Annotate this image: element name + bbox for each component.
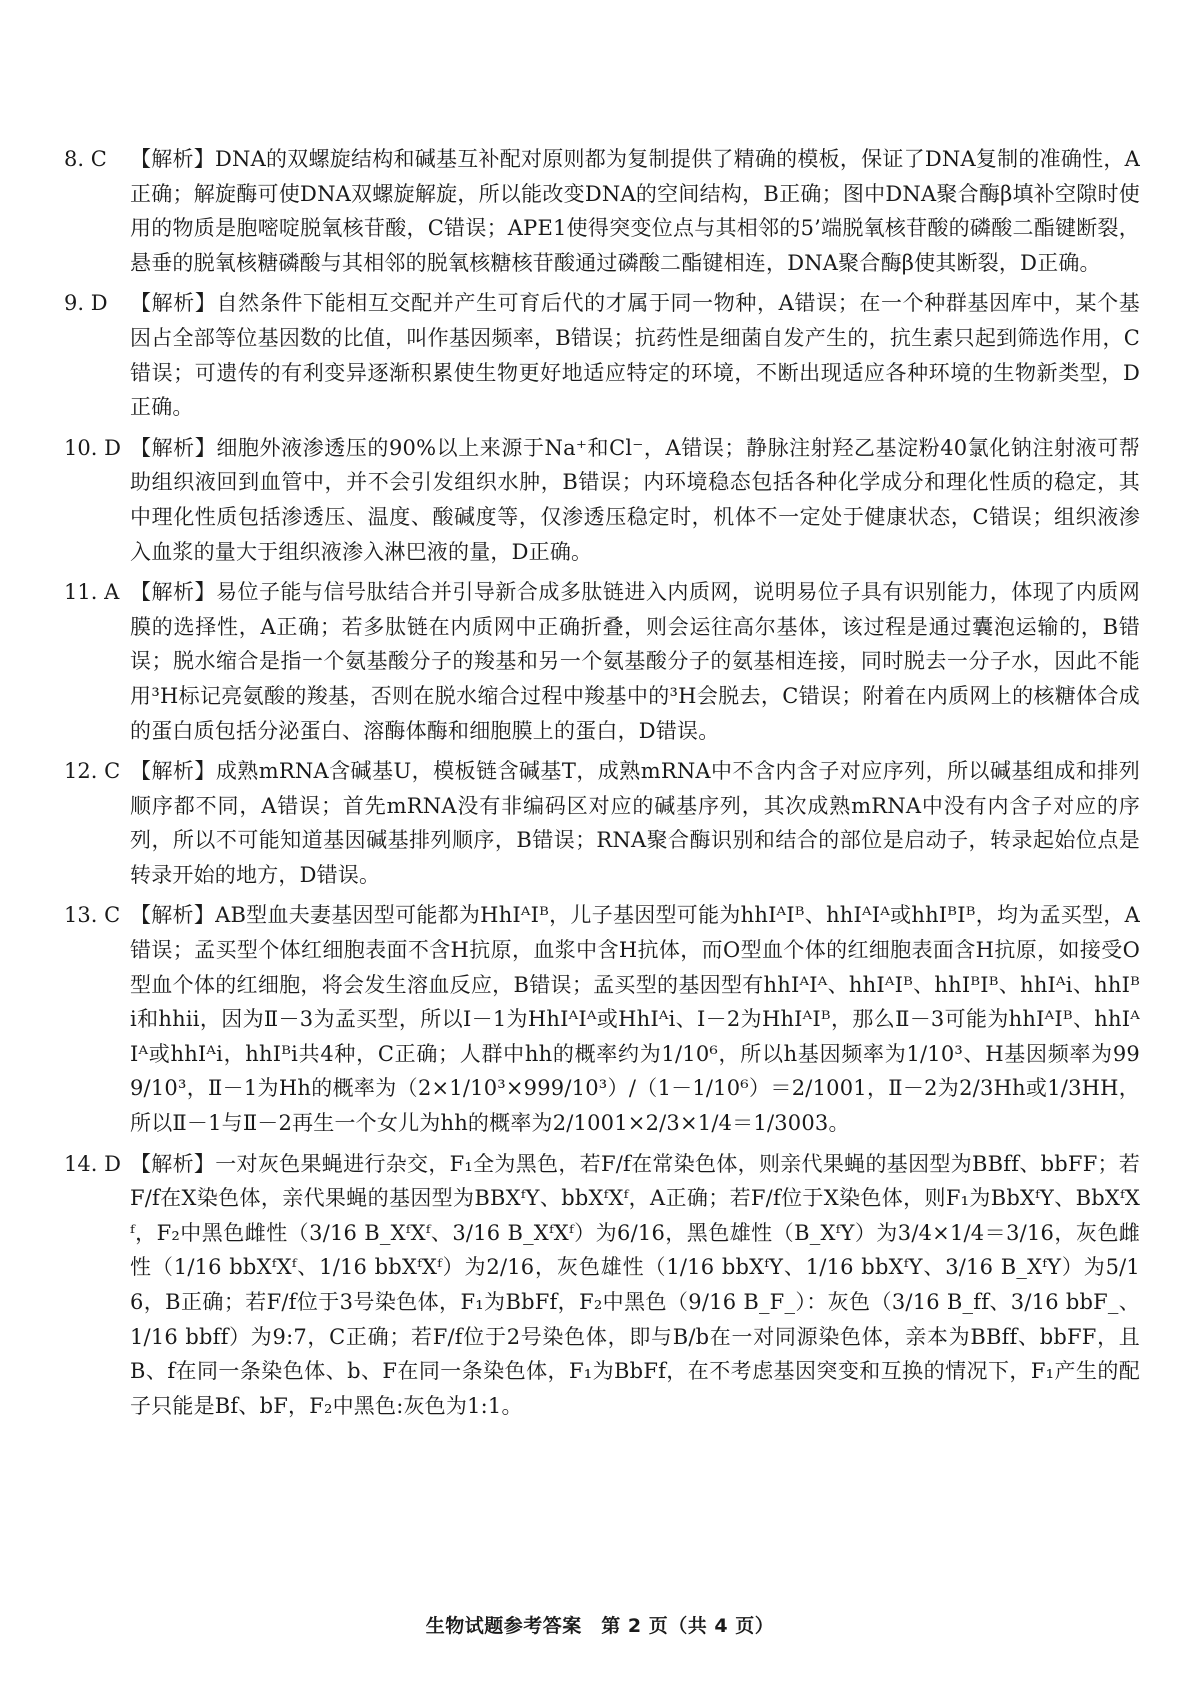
answer-explanation: 【解析】易位子能与信号肽结合并引导新合成多肽链进入内质网，说明易位子具有识别能力，体现了内质网膜的选择性，A正确；若多肽链在内质网中正确折叠，则会运往高尔基体，该过程是通过囊泡运输的，B错误；脱水缩合是指一个氨基酸分子的羧基和另一个氨基酸分子的氨基相连接，同时脱去一分子水，因此不能用³H标记亮氨酸的羧基，否则在脱水缩合过程中羧基中的³H会脱去，C错误；附着在内质网上的核糖体合成的蛋白质包括分泌蛋白、溶酶体酶和细胞膜上的蛋白，D错误。 <box>130 580 1140 743</box>
answer-number: 9. D <box>64 291 108 316</box>
answer-item-9 <box>64 286 1140 424</box>
answer-explanation: 【解析】细胞外液渗透压的90%以上来源于Na⁺和Cl⁻，A错误；静脉注射羟乙基淀粉40氯化钠注射液可帮助组织液回到血管中，并不会引发组织水肿，B错误；内环境稳态包括各种化学成分和理化性质的稳定，其中理化性质包括渗透压、温度、酸碱度等，仅渗透压稳定时，机体不一定处于健康状态，C错误；组织液渗入血浆的量大于组织液渗入淋巴液的量，D正确。 <box>130 435 1140 564</box>
answer-explanation: 【解析】自然条件下能相互交配并产生可育后代的才属于同一物种，A错误；在一个种群基因库中，某个基因占全部等位基因数的比值，叫作基因频率，B错误；抗药性是细菌自发产生的，抗生素只起到筛选作用，C错误；可遗传的有利变异逐渐积累使生物更好地适应特定的环境，不断出现适应各种环境的生物新类型，D正确。 <box>130 291 1140 420</box>
answer-list <box>64 142 1140 1429</box>
answer-number: 11. A <box>64 580 120 605</box>
answer-explanation: 【解析】成熟mRNA含碱基U，模板链含碱基T，成熟mRNA中不含内含子对应序列，所以碱基组成和排列顺序都不同，A错误；首先mRNA没有非编码区对应的碱基序列，其次成熟mRNA中没有内含子对应的序列，所以不可能知道基因碱基排列顺序，B错误；RNA聚合酶识别和结合的部位是启动子，转录起始位点是转录开始的地方，D错误。 <box>130 759 1140 887</box>
answer-item-12 <box>64 754 1140 892</box>
answer-item-11 <box>64 575 1140 748</box>
answer-number: 14. D <box>64 1151 121 1176</box>
answer-item-14 <box>64 1147 1140 1424</box>
answer-number: 10. D <box>64 435 121 460</box>
answer-explanation: 【解析】AB型血夫妻基因型可能都为HhIᴬIᴮ，儿子基因型可能为hhIᴬIᴮ、hhIᴬIᴬ或hhIᴮIᴮ，均为孟买型，A错误；孟买型个体红细胞表面不含H抗原，血浆中含H抗体，而O型血个体的红细胞表面含H抗原，如接受O型血个体的红细胞，将会发生溶血反应，B错误；孟买型的基因型有hhIᴬIᴬ、hhIᴬIᴮ、hhIᴮIᴮ、hhIᴬi、hhIᴮi和hhii，因为Ⅱ－3为孟买型，所以Ⅰ－1为HhIᴬIᴬ或HhIᴬi、Ⅰ－2为HhIᴬIᴮ，那么Ⅱ－3可能为hhIᴬIᴮ、hhIᴬIᴬ或hhIᴬi，hhIᴮi共4种，C正确；人群中hh的概率约为1/10⁶，所以h基因频率为1/10³、H基因频率为999/10³，Ⅱ－1为Hh的概率为（2×1/10³×999/10³）/（1－1/10⁶）＝2/1001，Ⅱ－2为2/3Hh或1/3HH，所以Ⅱ－1与Ⅱ－2再生一个女儿为hh的概率为2/1001×2/3×1/4＝1/3003。 <box>130 903 1140 1136</box>
answer-number: 8. C <box>64 147 107 171</box>
answer-item-10 <box>64 431 1140 569</box>
answer-item-8 <box>64 142 1140 280</box>
page-footer: 生物试题参考答案 第 2 页（共 4 页） <box>425 1615 775 1637</box>
answer-explanation: 【解析】一对灰色果蝇进行杂交，F₁全为黑色，若F/f在常染色体，则亲代果蝇的基因型为BBff、bbFF；若F/f在X染色体，亲代果蝇的基因型为BBXᶠY、bbXᶠXᶠ，A正确；若F/f位于X染色体，则F₁为BbXᶠY、BbXᶠXᶠ，F₂中黑色雌性（3/16 B_XᶠXᶠ、3/16 B_XᶠXᶠ）为6/16，黑色雄性（B_XᶠY）为3/4×1/4＝3/16，灰色雌性（1/16 bbXᶠXᶠ、1/16 bbXᶠXᶠ）为2/16，灰色雄性（1/16 bbXᶠY、1/16 bbXᶠY、3/16 B_XᶠY）为5/16，B正确；若F/f位于3号染色体，F₁为BbFf，F₂中黑色（9/16 B_F_）：灰色（3/16 B_ff、3/16 bbF_、1/16 bbff）为9:7，C正确；若F/f位于2号染色体，即与B/b在一对同源染色体，亲本为BBff、bbFF，且B、f在同一条染色体、b、F在同一条染色体，F₁为BbFf，在不考虑基因突变和互换的情况下，F₁产生的配子只能是Bf、bF，F₂中黑色:灰色为1:1。 <box>130 1151 1140 1418</box>
answer-number: 12. C <box>64 759 121 784</box>
answer-item-13 <box>64 898 1140 1140</box>
answer-explanation: 【解析】DNA的双螺旋结构和碱基互补配对原则都为复制提供了精确的模板，保证了DNA复制的准确性，A正确；解旋酶可使DNA双螺旋解旋，所以能改变DNA的空间结构，B正确；图中DNA聚合酶β填补空隙时使用的物质是胞嘧啶脱氧核苷酸，C错误；APE1使得突变位点与其相邻的5’端脱氧核苷酸的磷酸二酯键断裂，悬垂的脱氧核糖磷酸与其相邻的脱氧核糖核苷酸通过磷酸二酯键相连，DNA聚合酶β使其断裂，D正确。 <box>130 147 1140 275</box>
answer-number: 13. C <box>64 903 121 928</box>
